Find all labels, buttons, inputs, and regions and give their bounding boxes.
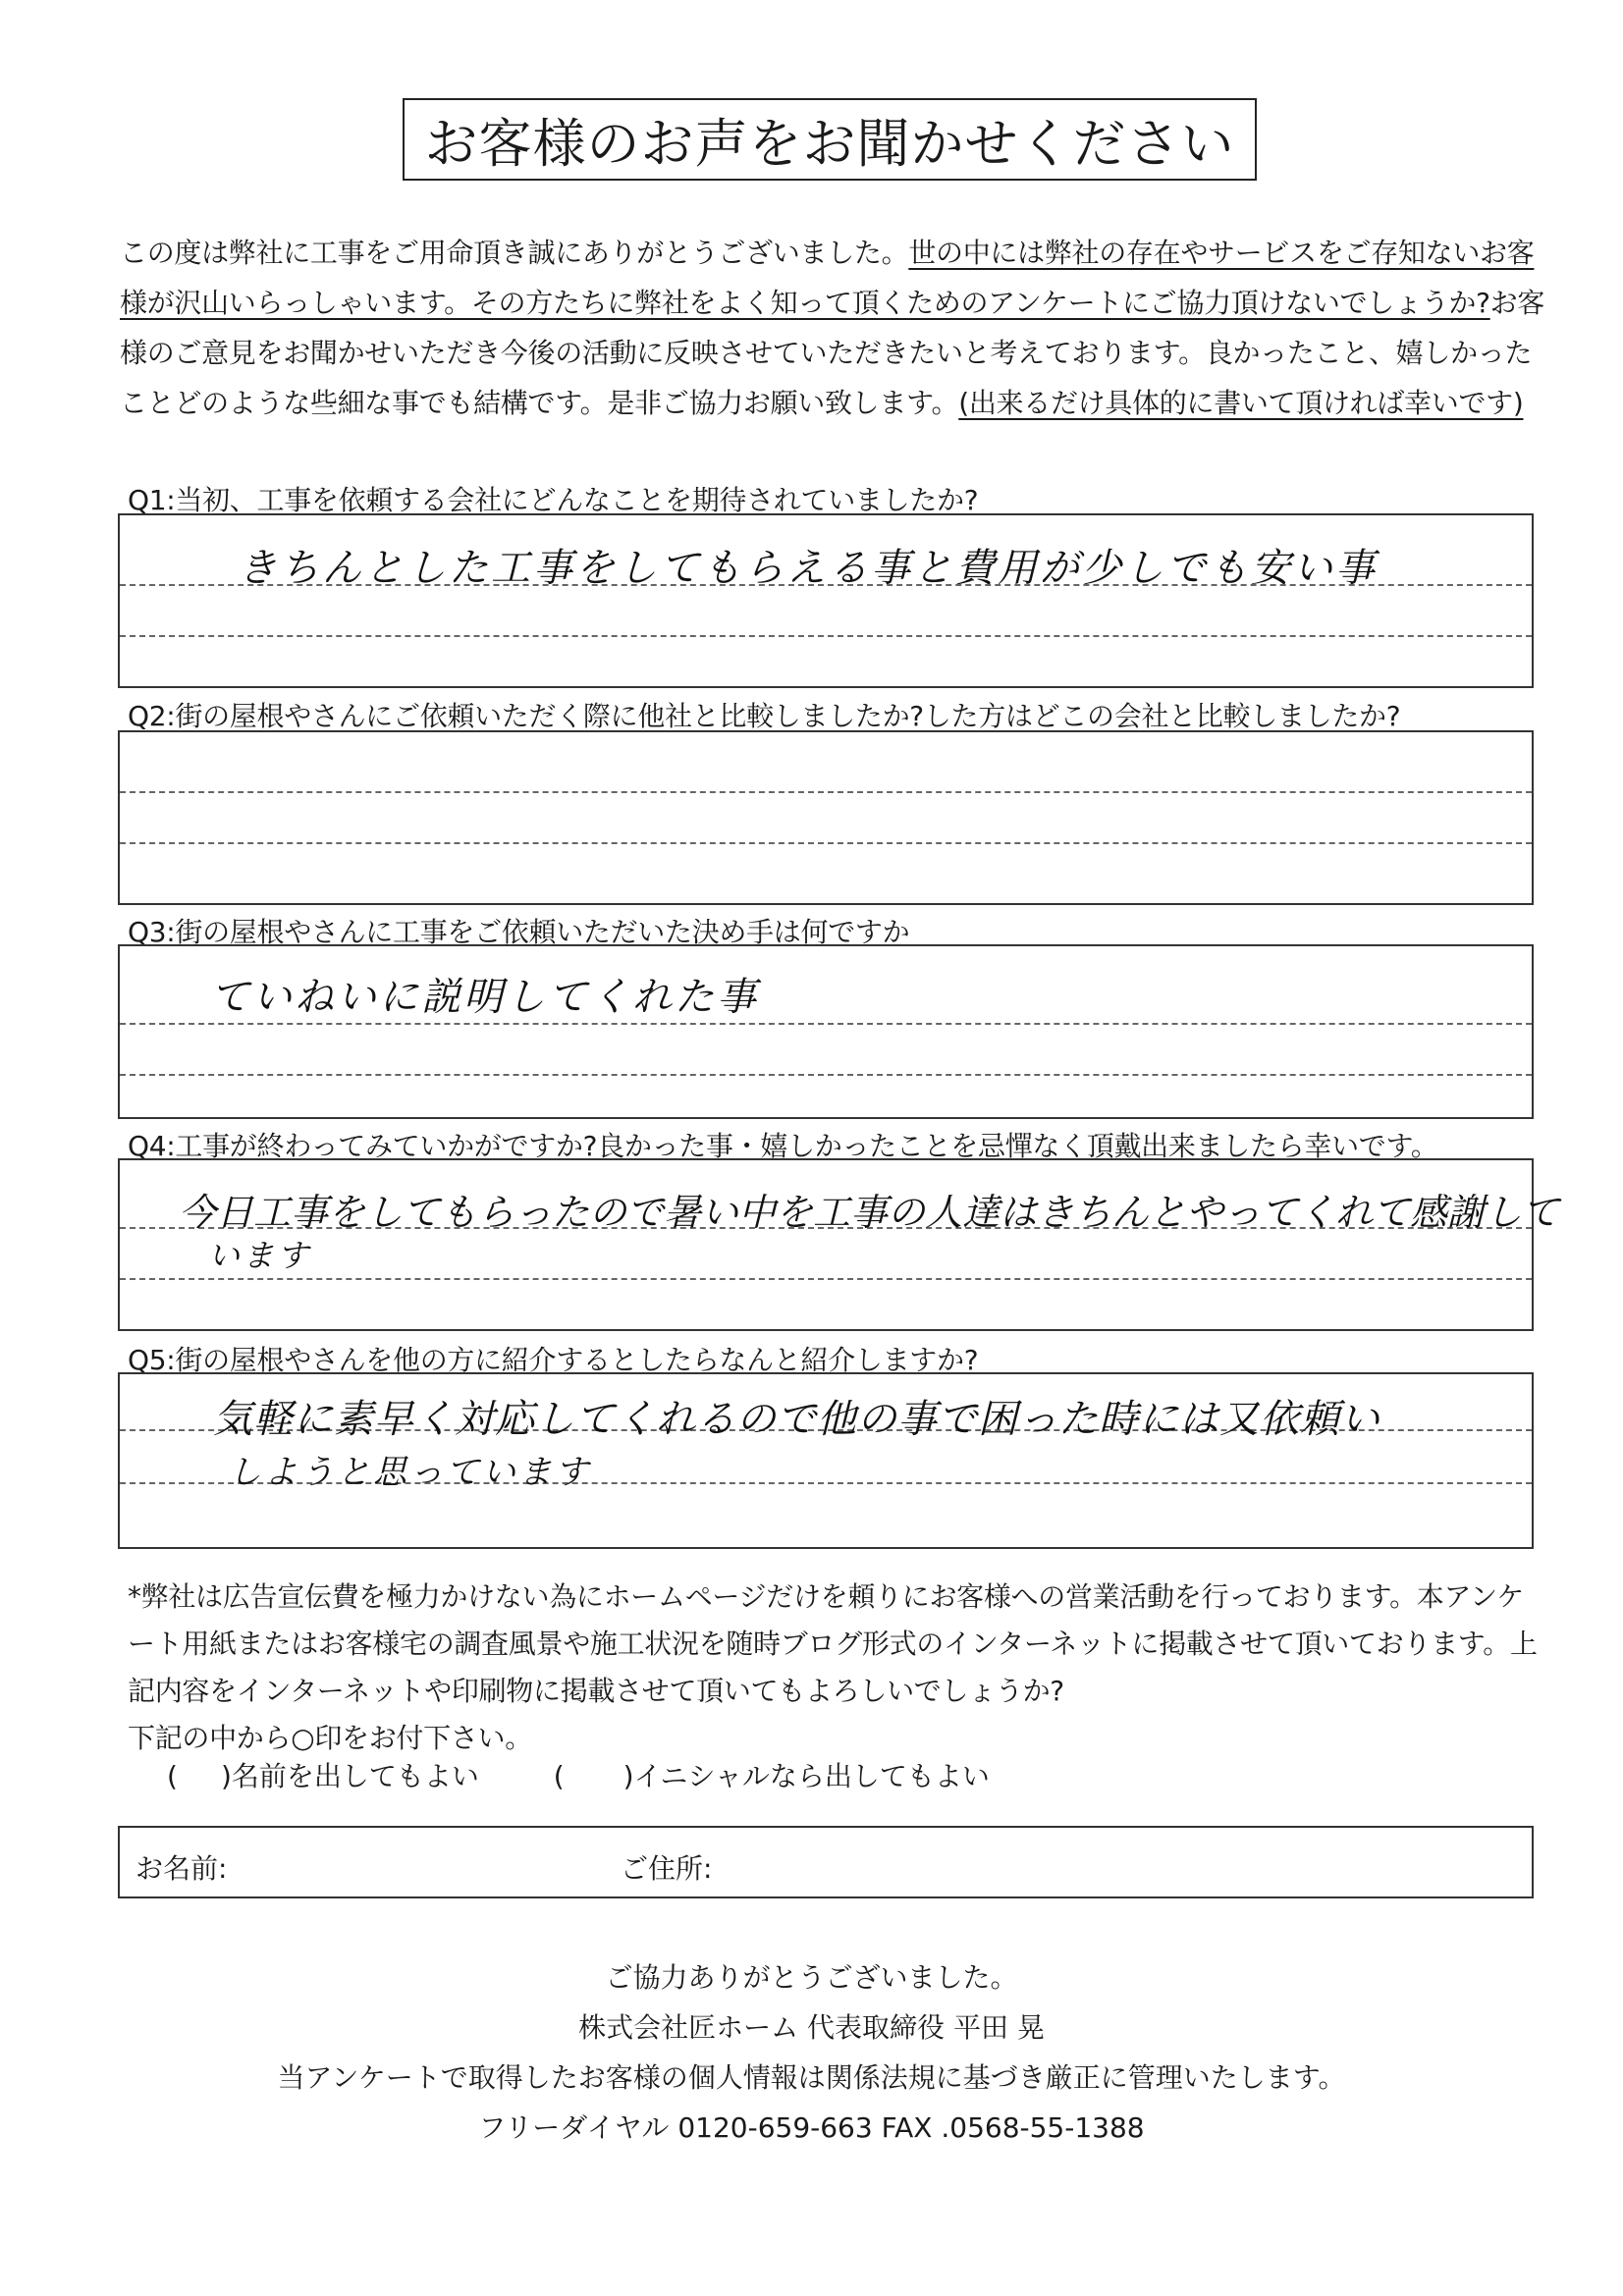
address-field-label: ご住所: (621, 1852, 713, 1885)
answer-5-line-1: 気軽に素早く対応してくれるので他の事で困った時には又依頼い (213, 1397, 1380, 1442)
choice-initial-option[interactable] (554, 1755, 990, 1794)
answer-line (120, 1278, 1532, 1280)
answer-5-line-2: しようと思っています (228, 1453, 591, 1492)
choice-open-bracket: ( (553, 1760, 565, 1792)
intro-text-3: お客様のご意見をお聞かせいただき今後の活動に反映させていただきたいと考えております。良かったこと、嬉しかったことどのような些細な事でも結構です。是非ご協力お願い致します。 (120, 287, 1545, 419)
footer-company: 株式会社匠ホーム 代表取締役 平田 晃 (578, 2011, 1045, 2044)
answer-4-line-2: います (208, 1237, 312, 1274)
answer-box-2[interactable] (118, 730, 1534, 905)
footer-privacy: 当アンケートで取得したお客様の個人情報は関係法規に基づき厳正に管理いたします。 (277, 2061, 1346, 2094)
name-field-label: お名前: (135, 1852, 228, 1885)
answer-line (120, 635, 1532, 637)
answer-line (120, 791, 1532, 793)
answer-line (120, 1074, 1532, 1076)
question-3-label: Q3:街の屋根やさんに工事をご依頼いただいた決め手は何ですか (128, 916, 910, 948)
notice-text: *弊社は広告宣伝費を極力かけない為にホームページだけを頼りにお客様への営業活動を行っております。本アンケート用紙またはお客様宅の調査風景や施工状況を随時ブログ形式のインターネットに掲載させて頂いております。上記内容をインターネットや印刷物に掲載させて頂いてもよろしいでしょうか? (128, 1580, 1538, 1707)
choice-name-option[interactable] (167, 1755, 479, 1794)
consent-choices (167, 1755, 990, 1794)
notice-instruction: 下記の中から○印をお付下さい。 (128, 1722, 532, 1754)
choice-open-bracket: ( (167, 1760, 178, 1792)
choice-close-bracket: ) (622, 1760, 634, 1792)
answer-box-5[interactable] (118, 1372, 1534, 1549)
choice-close-bracket: ) (220, 1760, 232, 1792)
answer-line (120, 842, 1532, 844)
answer-box-3[interactable] (118, 944, 1534, 1119)
choice-name-label: 名前を出してもよい (231, 1760, 479, 1792)
answer-box-4[interactable] (118, 1158, 1560, 1331)
question-1-label: Q1:当初、工事を依頼する会社にどんなことを期待されていましたか? (128, 484, 979, 516)
answer-1-line-1: きちんとした工事をしてもらえる事と費用が少しでも安い事 (238, 546, 1378, 591)
answer-3-line-1: ていねいに説明してくれた事 (210, 975, 759, 1020)
publication-notice (128, 1574, 1542, 1762)
question-4-label: Q4:工事が終わってみていかがですか?良かった事・嬉しかったことを忌憚なく頂戴出来ましたら幸いです。 (128, 1130, 1438, 1162)
answer-line (120, 1023, 1532, 1025)
footer-thanks: ご協力ありがとうございました。 (605, 1961, 1018, 1994)
answer-box-1[interactable] (118, 513, 1534, 688)
intro-text-1: この度は弊社に工事をご用命頂き誠にありがとうございました。 (120, 237, 909, 269)
page-title: お客様のお声をお聞かせください (403, 98, 1257, 181)
customer-info-box (118, 1826, 1534, 1898)
intro-text-2: 世の中には弊社の存在やサービスをご存知ないお客様が沢山いらっしゃいます。その方たちに弊社をよく知って頂くためのアンケートにご協力頂けないでしょうか? (120, 237, 1535, 319)
question-2-label: Q2:街の屋根やさんにご依頼いただく際に他社と比較しましたか?した方はどこの会社と比較しましたか? (128, 700, 1401, 732)
footer-contact: フリーダイヤル 0120-659-663 FAX .0568-55-1388 (478, 2111, 1145, 2144)
question-5-label: Q5:街の屋根やさんを他の方に紹介するとしたらなんと紹介しますか? (128, 1344, 979, 1376)
answer-4-line-1: 今日工事をしてもらったので暑い中を工事の人達はきちんとやってくれて感謝して (179, 1191, 1560, 1234)
intro-paragraph (120, 228, 1553, 428)
intro-text-4: (出来るだけ具体的に書いて頂ければ幸いです) (958, 387, 1524, 419)
choice-initial-label: イニシャルなら出してもよい (633, 1760, 990, 1792)
